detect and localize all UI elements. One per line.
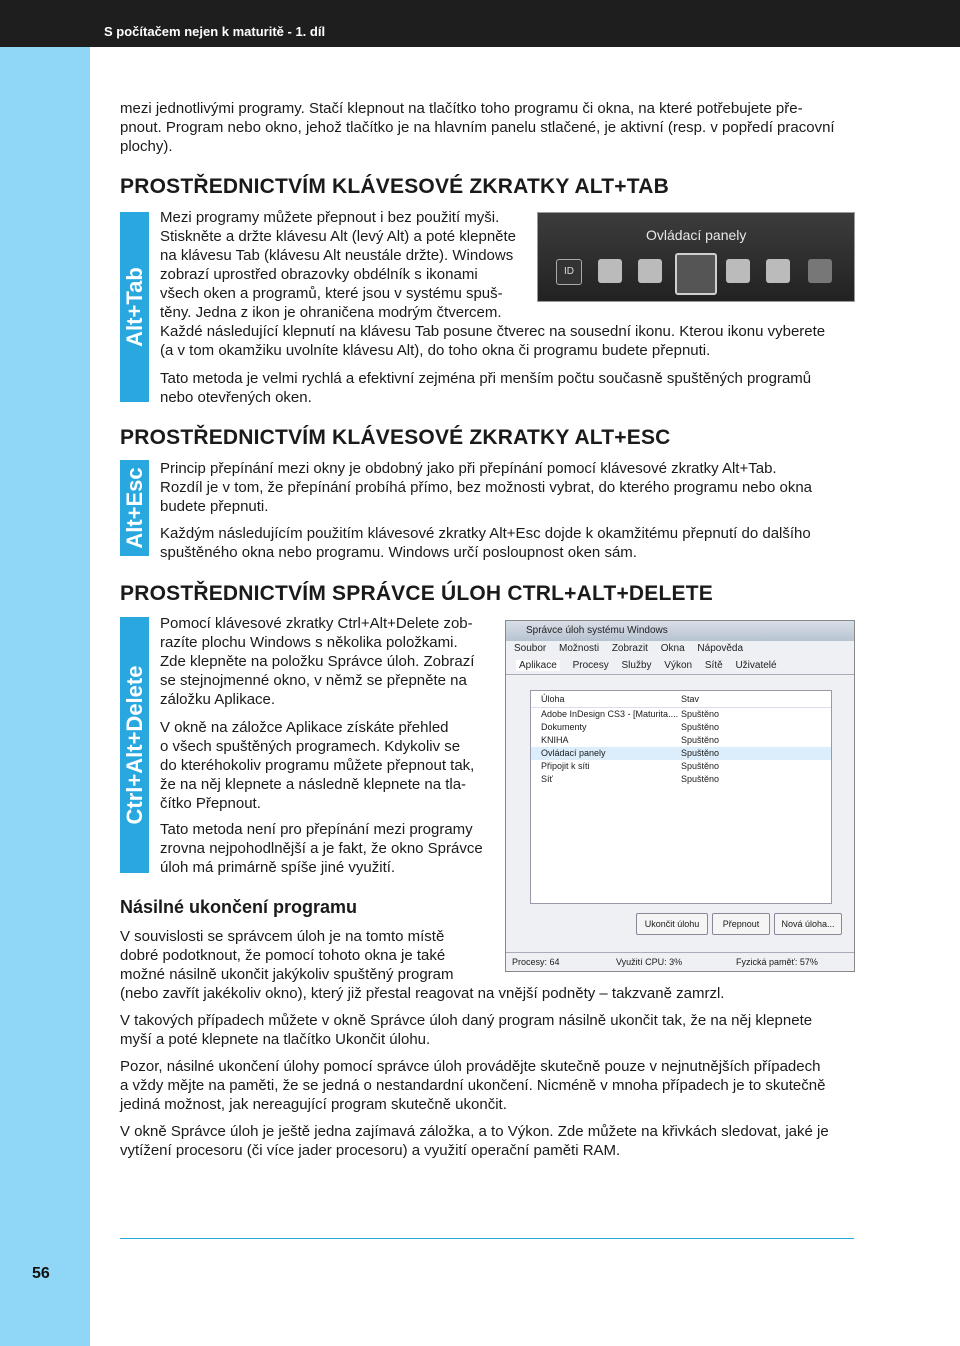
text-line: V okně na záložce Aplikace získáte přehled [160, 719, 449, 736]
ctrl-paragraph-3 [160, 820, 486, 877]
status-memory: Fyzická paměť: 57% [736, 957, 818, 967]
menu-soubor[interactable]: Soubor [514, 643, 547, 654]
column-header-task[interactable]: Úloha [541, 694, 565, 704]
selected-control-panel-icon [675, 253, 717, 295]
text-line: Každé následující klepnutí na klávesu Tab posune čtverec na sousední ikonu. Kterou ikonu vyberete [160, 323, 826, 340]
task-status: Spuštěno [681, 761, 720, 771]
page-number: 56 [32, 1265, 50, 1282]
folder-icon [638, 259, 662, 283]
ctrl-paragraph-1 [160, 614, 486, 709]
alt-tab-paragraph-2 [160, 369, 854, 407]
heading-alt-tab: PROSTŘEDNICTVÍM KLÁVESOVÉ ZKRATKY ALT+TAB [120, 175, 669, 198]
text-line: (nebo zavřít jakékoliv okno), který již přestal reagovat na vnější podněty – takzvaně zamrzl. [120, 985, 725, 1002]
list-item[interactable] [531, 760, 831, 773]
side-tab-label: Alt+Tab [121, 267, 147, 347]
force-quit-paragraph-1b [120, 984, 854, 1003]
intro-line: pnout. Program nebo okno, jehož tlačítko je na hlavním panelu stlačené, je aktivní (resp. v popředí pracovní [120, 119, 835, 136]
heading-ctrl-alt-delete: PROSTŘEDNICTVÍM SPRÁVCE ÚLOH CTRL+ALT+DELETE [120, 582, 713, 605]
text-line: vytížení procesoru (či více jader procesoru) a využití operační paměti RAM. [120, 1142, 621, 1159]
status-cpu: Využití CPU: 3% [616, 957, 683, 967]
indesign-icon: ID [556, 259, 582, 285]
text-line: Stiskněte a držte klávesu Alt (levý Alt) a poté klepněte [160, 228, 517, 245]
alt-tab-screenshot [537, 212, 855, 302]
text-line: do kteréhokoliv programu můžete přepnout tak, [160, 757, 475, 774]
task-status: Spuštěno [681, 709, 720, 719]
text-line: zrovna nejpohodlnější a je fakt, že okno Správce [160, 840, 483, 857]
text-line: spuštěného okna nebo programu. Windows určí posloupnost oken sám. [160, 544, 637, 561]
text-line: Každým následujícím použitím klávesové zkratky Alt+Esc dojde k okamžitému přepnutí do dalšího [160, 525, 811, 542]
folder-icon [766, 259, 790, 283]
alt-tab-paragraph-1b [160, 322, 854, 360]
ctrl-paragraph-2 [160, 718, 486, 813]
heading-force-quit: Násilné ukončení programu [120, 897, 358, 917]
list-item[interactable] [531, 734, 831, 747]
force-quit-paragraph-3 [120, 1057, 854, 1114]
alt-tab-paragraph-1 [160, 208, 520, 322]
text-line: záložku Aplikace. [160, 691, 276, 708]
tab-vykon[interactable]: Výkon [664, 660, 693, 671]
column-header-status[interactable]: Stav [681, 694, 700, 704]
text-line: a vždy mějte na paměti, že se jedná o nestandardní ukončení. Nicméně v mnoha případech je to skutečně [120, 1077, 826, 1094]
text-line: nebo otevřených oken. [160, 389, 312, 406]
text-line: Pozor, násilné ukončení úlohy pomocí správce úloh provádějte skutečně pouze v nejnutnějších případech [120, 1058, 821, 1075]
desktop-icon [808, 259, 832, 283]
task-name: Dokumenty [541, 722, 587, 732]
alt-tab-window-title: Ovládací panely [646, 227, 747, 243]
text-line: na klávesu Tab (klávesu Alt neustále držte). Windows [160, 247, 514, 264]
menu-napoveda[interactable]: Nápověda [697, 643, 744, 654]
text-line: (a v tom okamžiku uvolníte klávesu Alt), do toho okna či programu budete přepnuti. [160, 342, 711, 359]
menu-okna[interactable]: Okna [660, 643, 685, 654]
list-item[interactable] [531, 708, 831, 721]
status-processes: Procesy: 64 [512, 957, 560, 967]
task-manager-menu [506, 641, 854, 657]
text-line: se stejnojmenné okno, v němž se přepněte na [160, 672, 467, 689]
text-line: V souvislosti se správcem úloh je na tomto místě [120, 928, 445, 945]
text-line: o všech spuštěných programech. Kdykoliv se [160, 738, 461, 755]
text-line: Pomocí klávesové zkratky Ctrl+Alt+Delete zob- [160, 615, 473, 632]
tab-site[interactable]: Sítě [704, 660, 723, 671]
folder-icon [598, 259, 622, 283]
text-line: Tato metoda není pro přepínání mezi programy [160, 821, 473, 838]
task-list-header [531, 691, 831, 708]
task-name: Adobe InDesign CS3 - [Maturita.... [541, 709, 679, 719]
intro-line: plochy). [120, 138, 173, 155]
text-line: možné násilně ukončit jakýkoliv spuštěný program [120, 966, 454, 983]
tab-sluzby[interactable]: Služby [621, 660, 652, 671]
side-tab-alt-esc [120, 460, 149, 556]
text-line: Tato metoda je velmi rychlá a efektivní zejména při menším počtu současně spuštěných programů [160, 370, 812, 387]
force-quit-paragraph-2 [120, 1011, 854, 1049]
switch-button[interactable]: Přepnout [712, 913, 770, 935]
text-line: myší a poté klepnete na tlačítko Ukončit úlohu. [120, 1031, 431, 1048]
task-status: Spuštěno [681, 722, 720, 732]
side-tab-ctrl-alt-delete [120, 617, 149, 873]
menu-moznosti[interactable]: Možnosti [559, 643, 600, 654]
side-tab-label: Ctrl+Alt+Delete [121, 665, 147, 825]
task-name: Připojit k síti [541, 761, 590, 771]
menu-zobrazit[interactable]: Zobrazit [611, 643, 648, 654]
force-quit-paragraph-1 [120, 927, 486, 984]
end-task-button[interactable]: Ukončit úlohu [636, 913, 708, 935]
text-line: čítko Přepnout. [160, 795, 261, 812]
task-status: Spuštěno [681, 748, 720, 758]
text-line: úloh má primárně spíše jiné využití. [160, 859, 396, 876]
force-quit-paragraph-4 [120, 1122, 854, 1160]
task-name: KNIHA [541, 735, 569, 745]
text-line: razíte plochu Windows s několika položkami. [160, 634, 458, 651]
tab-aplikace[interactable]: Aplikace [516, 660, 560, 671]
list-item[interactable] [531, 747, 831, 760]
text-line: V okně Správce úloh je ještě jedna zajímavá záložka, a to Výkon. Zde můžete na křivkách sledovat, jaké je [120, 1123, 829, 1140]
list-item[interactable] [531, 773, 831, 786]
text-line: všech oken a programů, které jsou v systému spuš- [160, 285, 503, 302]
header-bar [0, 0, 960, 47]
text-line: Princip přepínání mezi okny je obdobný jako při přepínání pomocí klávesové zkratky Alt+Tab. [160, 460, 777, 477]
intro-line: mezi jednotlivými programy. Stačí klepnout na tlačítko toho programu či okna, na které potřebujete pře- [120, 100, 803, 117]
text-line: těny. Jedna z ikon je ohraničena modrým čtvercem. [160, 304, 502, 321]
task-name: Síť [541, 774, 553, 784]
task-manager-title: Správce úloh systému Windows [506, 621, 854, 641]
intro-paragraph [120, 99, 854, 156]
task-manager-status-bar [506, 952, 854, 971]
text-line: Zde klepněte na položku Správce úloh. Zobrazí [160, 653, 475, 670]
text-line: jediná možnost, jak nereagující program skutečně ukončit. [120, 1096, 507, 1113]
side-tab-label: Alt+Esc [121, 467, 147, 549]
text-line: zobrazí uprostřed obrazovky obdélník s ikonami [160, 266, 478, 283]
running-header: S počítačem nejen k maturitě - 1. díl [104, 24, 326, 39]
list-item[interactable] [531, 721, 831, 734]
task-manager-screenshot [505, 620, 855, 972]
task-status: Spuštěno [681, 735, 720, 745]
tab-uzivatele[interactable]: Uživatelé [735, 660, 777, 671]
task-name: Ovládací panely [541, 748, 606, 758]
heading-alt-esc: PROSTŘEDNICTVÍM KLÁVESOVÉ ZKRATKY ALT+ESC [120, 426, 671, 449]
text-line: V takových případech můžete v okně Správce úloh daný program násilně ukončit tak, že na něj klepnete [120, 1012, 813, 1029]
task-list [530, 690, 832, 904]
task-manager-tabs [506, 657, 854, 675]
text-line: Mezi programy můžete přepnout i bez použití myši. [160, 209, 500, 226]
text-line: budete přepnuti. [160, 498, 269, 515]
alt-esc-paragraph-1 [160, 459, 854, 516]
task-status: Spuštěno [681, 774, 720, 784]
text-line: dobré podotknout, že pomocí tohoto okna je také [120, 947, 446, 964]
alt-esc-paragraph-2 [160, 524, 854, 562]
sidebar-strip [0, 47, 90, 1346]
text-line: Rozdíl je v tom, že přepínání probíhá přímo, bez možnosti vybrat, do kterého programu nebo okna [160, 479, 813, 496]
tab-procesy[interactable]: Procesy [572, 660, 609, 671]
side-tab-alt-tab [120, 212, 149, 402]
footer-divider [120, 1238, 854, 1239]
new-task-button[interactable]: Nová úloha... [774, 913, 842, 935]
text-line: že na něj klepnete a následně klepnete na tla- [160, 776, 467, 793]
network-icon [726, 259, 750, 283]
